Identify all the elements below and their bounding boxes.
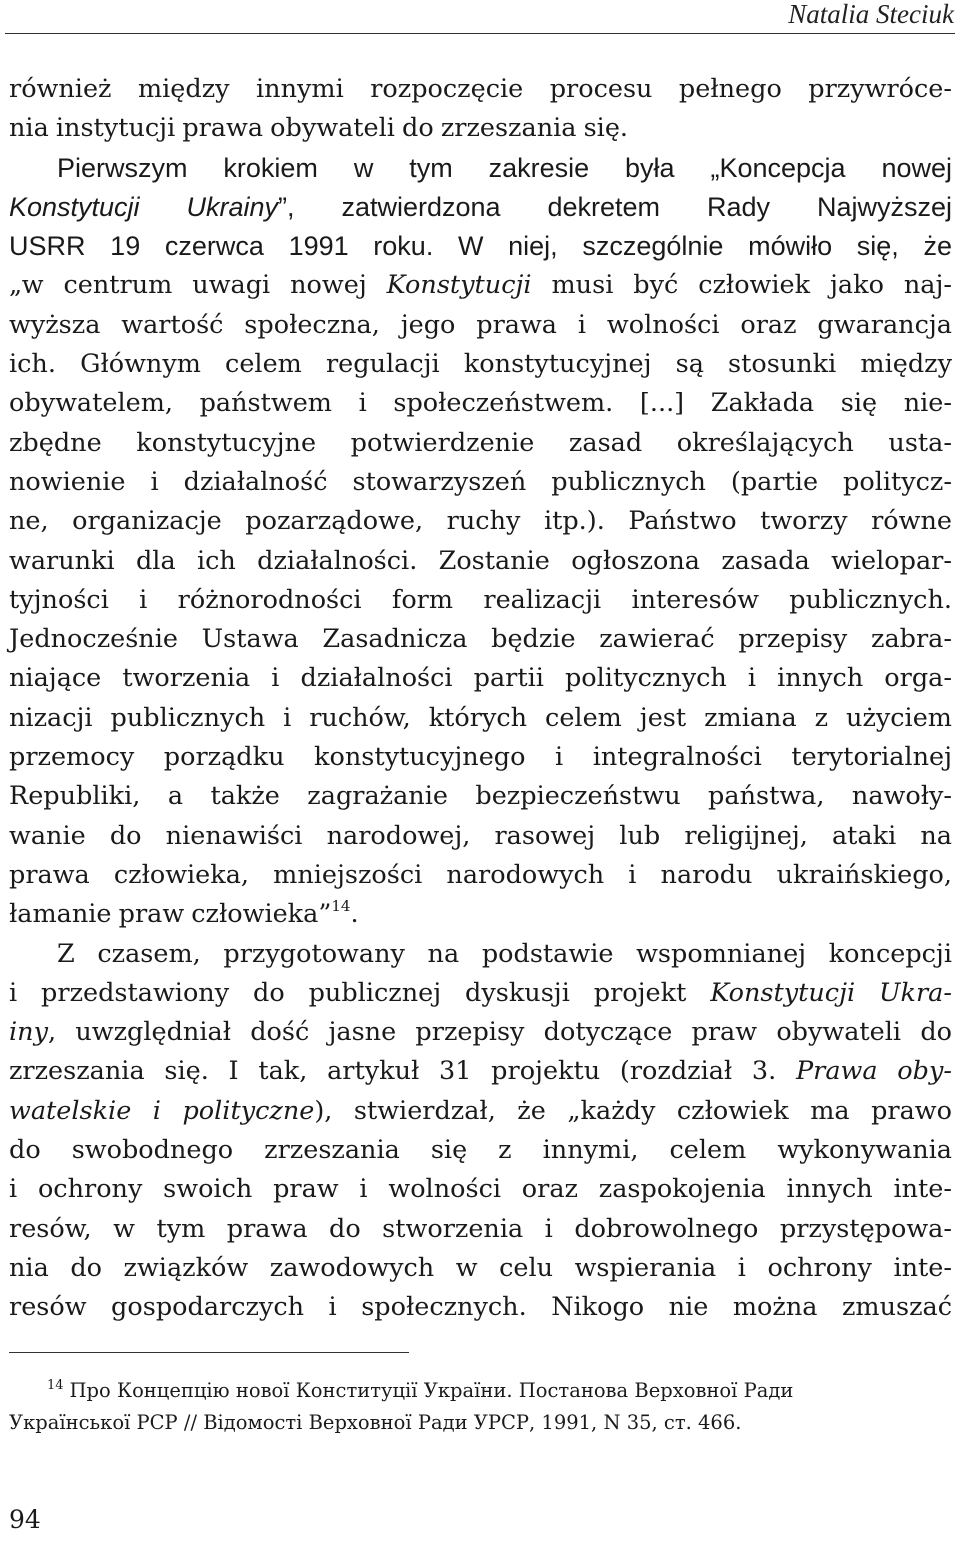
text-line: warunki dla ich działalności. Zostanie ogłoszona zasada wielopar- <box>9 545 952 576</box>
page-number: 94 <box>9 1505 41 1534</box>
text-line: obywatelem, państwem i społeczeństwem. [...] Zakłada się nie- <box>9 388 952 419</box>
footnote-text: Про Концепцію нової Конституції України. Постанова Верховної Ради <box>69 1379 794 1402</box>
text-segment: i przedstawiony do publicznej dyskusji projekt <box>9 977 711 1008</box>
footnote-line: Української РСР // Відомості Верховної Ради УРСР, 1991, N 35, ст. 466. <box>9 1411 742 1434</box>
text-segment: „w centrum uwagi nowej <box>9 270 387 301</box>
text-line: nowienie i działalność stowarzyszeń publicznych (partie politycz- <box>9 466 952 497</box>
text-line <box>9 1092 952 1131</box>
text-line: wyższa wartość społeczna, jego prawa i wolności oraz gwarancja <box>9 309 952 340</box>
body-text <box>9 70 952 1328</box>
text-segment: musi być człowiek jako naj- <box>531 270 952 301</box>
footnote-reference[interactable]: 14 <box>331 897 351 916</box>
text-line: również między innymi rozpoczęcie procesu pełnego przywróce- <box>9 74 952 104</box>
italic-title: Konstytucji Ukrainy <box>9 191 279 222</box>
text-line: do swobodnego zrzeszania się z innymi, celem wykonywania <box>9 1135 952 1166</box>
italic-title: Konstytucji <box>386 270 532 301</box>
text-line: niające tworzenia i działalności partii politycznych i innych orga- <box>9 663 952 694</box>
text-line: nia instytucji prawa obywateli do zrzeszania się. <box>9 113 629 144</box>
text-line: Jednocześnie Ustawa Zasadnicza będzie zawierać przepisy zabra- <box>9 624 952 655</box>
text-line: zbędne konstytucyjne potwierdzenie zasad określających usta- <box>9 427 952 458</box>
text-line: wanie do nienawiści narodowej, rasowej lub religijnej, ataki na <box>9 820 952 851</box>
text-line: nia do związków zawodowych w celu wspierania i ochrony inte- <box>9 1252 952 1283</box>
footnote-number: 14 <box>47 1378 64 1393</box>
text-line: nizacji publicznych i ruchów, których celem jest zmiana z użyciem <box>9 702 952 733</box>
text-segment: ), stwierdzał, że „każdy człowiek ma prawo <box>314 1095 952 1126</box>
text-line: resów, w tym prawa do stworzenia i dobrowolnego przystępowa- <box>9 1213 952 1244</box>
text-line: i ochrony swoich praw i wolności oraz zaspokojenia innych inte- <box>9 1174 952 1205</box>
text-segment: , uwzględniał dość jasne przepisy dotyczące praw obywateli do <box>48 1017 952 1048</box>
text-line <box>9 1052 952 1091</box>
italic-title: Prawa oby- <box>795 1056 952 1087</box>
text-line: przemocy porządku konstytucyjnego i integralności terytorialnej <box>9 742 952 773</box>
running-head: Natalia Steciuk <box>788 0 954 29</box>
text-line: USRR 19 czerwca 1991 roku. W niej, szczególnie mówiło się, że <box>9 231 952 262</box>
footnote-separator <box>9 1352 409 1353</box>
text-line <box>9 895 952 934</box>
text-line: Republiki, a także zagrażanie bezpieczeństwu państwa, nawoły- <box>9 781 952 812</box>
text-line: Z czasem, przygotowany na podstawie wspomnianej koncepcji <box>57 938 952 969</box>
text-segment: łamanie praw człowieka” <box>9 899 332 930</box>
italic-title: iny <box>9 1017 48 1048</box>
text-line: Pierwszym krokiem w tym zakresie była „Koncepcja nowej <box>57 152 952 183</box>
footnote-line <box>9 1375 952 1407</box>
text-segment: zrzeszania się. I tak, artykuł 31 projektu (rozdział 3. <box>9 1056 796 1087</box>
text-line: ich. Głównym celem regulacji konstytucyjnej są stosunki między <box>9 349 952 380</box>
text-line: tyjności i różnorodności form realizacji interesów publicznych. <box>9 584 952 615</box>
text-line: ne, organizacje pozarządowe, ruchy itp.). Państwo tworzy równe <box>9 506 952 537</box>
text-line: resów gospodarczych i społecznych. Nikogo nie można zmuszać <box>9 1292 952 1323</box>
text-segment: ”, zatwierdzona dekretem Rady Najwyższej <box>278 191 952 222</box>
text-segment: . <box>350 899 359 930</box>
text-line: prawa człowieka, mniejszości narodowych i narodu ukraińskiego, <box>9 859 952 890</box>
text-line <box>9 266 952 305</box>
italic-title: Konstytucji Ukra- <box>710 977 953 1008</box>
text-line <box>9 974 952 1013</box>
text-line <box>9 188 952 227</box>
italic-title: watelskie i polityczne <box>9 1095 315 1126</box>
text-line <box>9 1013 952 1052</box>
header-rule <box>5 33 955 34</box>
footnote <box>9 1375 952 1439</box>
